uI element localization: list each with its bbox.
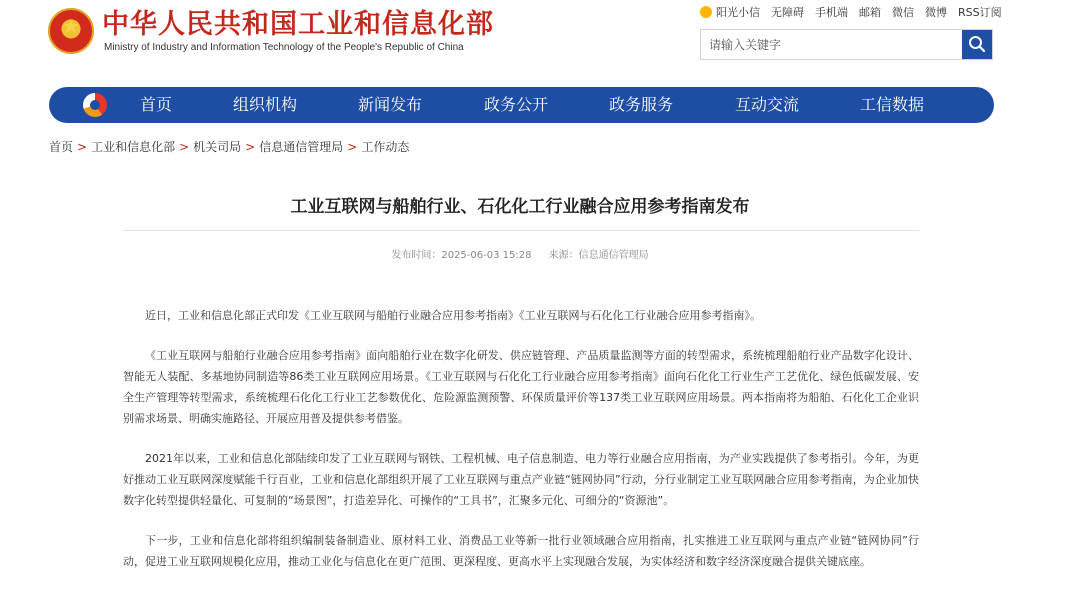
article-source: 来源：信息通信管理局: [548, 250, 649, 261]
search-box: [700, 29, 993, 60]
article-paragraph: 《工业互联网与船舶行业融合应用参考指南》面向船舶行业在数字化研发、供应链管理、产品质量监测等方面的转型需求，系统梳理船舶行业产品数字化设计、智能无人装配、多基地协同制造等86类工业互联网应用场景。《工业互联网与石化化工行业融合应用参考指南》面向石化化工行业生产工艺优化、绿色低碳发展、安全生产管理等转型需求，系统梳理石化化工行业工艺参数优化、危险源监测预警、环保质量评价等137类工业互联网应用场景。两本指南将为船舶、石化化工企业识别需求场景、明确实施路径、开展应用普及提供参考借鉴。: [123, 349, 919, 425]
breadcrumb-separator: >: [77, 140, 88, 154]
main-nav: [49, 87, 994, 123]
site-title[interactable]: 中华人民共和国工业和信息化部: [102, 9, 494, 40]
sun-icon: [700, 6, 712, 18]
article-paragraph: 2021年以来，工业和信息化部陆续印发了工业互联网与钢铁、工程机械、电子信息制造、电力等行业融合应用指南，为产业实践提供了参考指引。今年，为更好推动工业互联网深度赋能千行百业，工业和信息化部组织开展了工业互联网与重点产业链“链网协同”行动，分行业制定工业互联网融合应用参考指南，为企业加快数字化转型提供轻量化、可复制的“场景图”，打造差异化、可操作的“工具书”，汇聚多元化、可细分的“资源池”。: [123, 452, 919, 507]
site-header: [0, 0, 1080, 80]
search-icon: [968, 35, 986, 53]
toplink-accessibility[interactable]: 无障碍: [771, 6, 804, 19]
search-button[interactable]: [962, 30, 992, 59]
breadcrumb-separator: >: [245, 140, 256, 154]
article-meta: [0, 246, 1040, 261]
breadcrumb-bureau[interactable]: 信息通信管理局: [259, 140, 344, 154]
toplink-mobile[interactable]: 手机端: [815, 6, 848, 19]
title-divider: [123, 230, 919, 231]
breadcrumb-separator: >: [179, 140, 190, 154]
national-emblem-icon[interactable]: [48, 8, 94, 54]
breadcrumb-home[interactable]: 首页: [49, 140, 74, 154]
article-body: [123, 305, 919, 591]
search-input[interactable]: [701, 30, 963, 59]
ministry-logo-icon[interactable]: [83, 93, 107, 117]
nav-item-data[interactable]: 工信数据: [860, 95, 925, 114]
top-links: [700, 4, 1013, 20]
nav-item-services[interactable]: 政务服务: [609, 95, 674, 114]
breadcrumb-departments[interactable]: 机关司局: [193, 140, 242, 154]
nav-item-news[interactable]: 新闻发布: [358, 95, 423, 114]
nav-item-government-affairs[interactable]: 政务公开: [484, 95, 549, 114]
site-subtitle: Ministry of Industry and Information Technology of the People's Republic of China: [104, 42, 464, 53]
article-paragraph: 近日，工业和信息化部正式印发《工业互联网与船舶行业融合应用参考指南》《工业互联网与石化化工行业融合应用参考指南》。: [145, 309, 761, 322]
toplink-weibo[interactable]: 微博: [925, 6, 947, 19]
breadcrumb: [49, 138, 409, 155]
nav-item-interaction[interactable]: 互动交流: [735, 95, 800, 114]
toplink-wechat[interactable]: 微信: [892, 6, 914, 19]
toplink-sunshine[interactable]: 阳光小信: [700, 4, 760, 20]
breadcrumb-separator: >: [347, 140, 358, 154]
nav-item-organization[interactable]: 组织机构: [233, 95, 298, 114]
breadcrumb-ministry[interactable]: 工业和信息化部: [91, 140, 176, 154]
publish-time: 发布时间：2025-06-03 15:28: [391, 250, 532, 261]
nav-item-home[interactable]: 首页: [140, 95, 173, 114]
breadcrumb-work-news[interactable]: 工作动态: [361, 140, 410, 154]
toplink-rss[interactable]: RSS订阅: [958, 6, 1002, 19]
article-paragraph: 下一步，工业和信息化部将组织编制装备制造业、原材料工业、消费品工业等新一批行业领域融合应用指南，扎实推进工业互联网与重点产业链“链网协同”行动，促进工业互联网规模化应用，推动工业化与信息化在更广范围、更深程度、更高水平上实现融合发展，为实体经济和数字经济深度融合提供关键底座。: [123, 534, 919, 568]
article-title: 工业互联网与船舶行业、石化化工行业融合应用参考指南发布: [290, 197, 750, 217]
toplink-mailbox[interactable]: 邮箱: [859, 6, 881, 19]
